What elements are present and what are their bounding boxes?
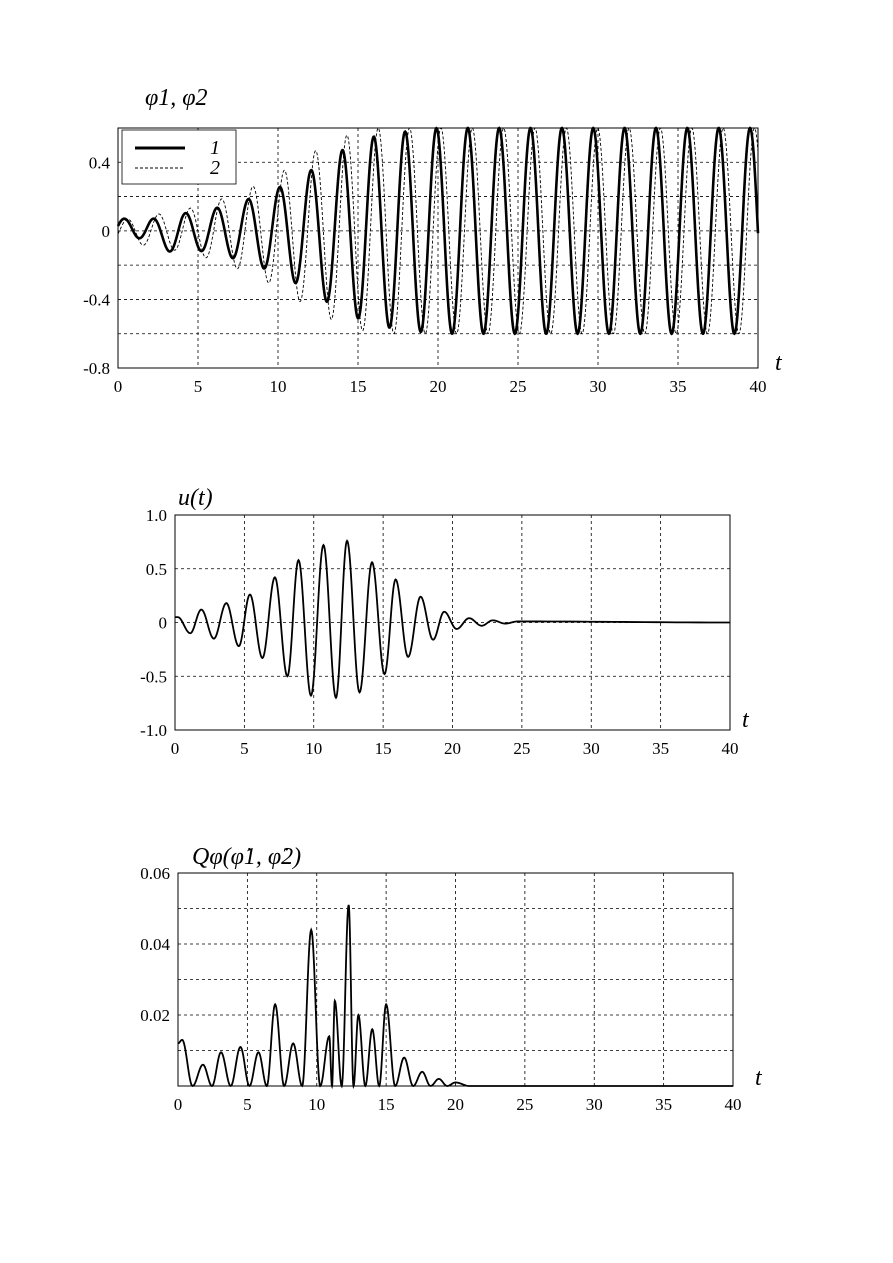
u-chart-x-tick-label: 30 bbox=[582, 739, 600, 758]
phi-chart-x-tick-label: 35 bbox=[669, 377, 687, 396]
u-chart-x-tick-label: 35 bbox=[652, 739, 670, 758]
phi-chart-y-tick-label: -0.4 bbox=[83, 290, 110, 310]
u-chart-y-label: u(t) bbox=[178, 485, 213, 511]
q-chart-x-tick-label: 0 bbox=[173, 1095, 183, 1114]
phi-chart-x-tick-label: 40 bbox=[749, 377, 767, 396]
q-chart-y-tick-label: 0.06 bbox=[140, 864, 170, 883]
u-chart-x-tick-label: 0 bbox=[170, 739, 180, 758]
phi-chart-x-tick-label: 5 bbox=[193, 377, 203, 396]
phi-chart-x-tick-label: 20 bbox=[429, 377, 447, 396]
u-chart-x-tick-label: 25 bbox=[513, 739, 531, 758]
u-chart-x-ticks bbox=[171, 739, 739, 758]
phi-chart-y-tick-label: 0.4 bbox=[88, 153, 110, 173]
q-chart-y-tick-label: 0.02 bbox=[140, 1006, 170, 1025]
u-chart-y-tick-label: -1.0 bbox=[140, 721, 167, 740]
q-chart-x-tick-label: 15 bbox=[377, 1095, 395, 1114]
u-chart bbox=[140, 485, 750, 758]
phi-chart bbox=[83, 85, 783, 396]
phi-chart-legend bbox=[122, 130, 236, 184]
q-chart-x-tick-label: 35 bbox=[655, 1095, 673, 1114]
u-chart-x-tick-label: 5 bbox=[240, 739, 249, 758]
q-chart-x-tick-label: 10 bbox=[308, 1095, 326, 1114]
q-chart-x-tick-label: 20 bbox=[447, 1095, 464, 1114]
phi-chart-y-ticks bbox=[83, 153, 110, 378]
phi-chart-x-tick-label: 10 bbox=[269, 377, 287, 396]
u-chart-x-tick-label: 15 bbox=[374, 739, 392, 758]
q-chart-grid bbox=[178, 873, 733, 1086]
q-chart bbox=[140, 844, 763, 1114]
u-chart-y-tick-label: 0.5 bbox=[145, 559, 167, 579]
q-chart-x-tick-label: 40 bbox=[724, 1095, 742, 1114]
u-chart-y-tick-label: 0 bbox=[158, 613, 167, 633]
legend-label-2: 2 bbox=[210, 157, 220, 179]
q-chart-x-label: t bbox=[755, 1065, 762, 1091]
u-chart-x-tick-label: 10 bbox=[305, 739, 323, 758]
legend-label-1: 1 bbox=[210, 137, 220, 159]
u-chart-y-ticks bbox=[140, 506, 167, 740]
q-chart-x-tick-label: 25 bbox=[516, 1095, 534, 1114]
u-chart-y-tick-label: 1.0 bbox=[145, 506, 167, 525]
phi-chart-x-tick-label: 15 bbox=[349, 377, 367, 396]
u-chart-y-tick-label: -0.5 bbox=[140, 667, 167, 687]
phi-chart-x-ticks bbox=[114, 377, 767, 396]
phi-chart-y-label: φ1, φ2 bbox=[145, 85, 208, 111]
q-chart-x-tick-label: 30 bbox=[585, 1095, 603, 1114]
u-chart-x-tick-label: 40 bbox=[721, 739, 739, 758]
q-chart-y-label: Qφ(φ̇1, φ̇2) bbox=[192, 844, 302, 870]
q-chart-y-ticks bbox=[140, 864, 170, 1025]
phi-chart-x-label: t bbox=[775, 350, 782, 376]
phi-chart-x-tick-label: 0 bbox=[113, 377, 123, 396]
u-chart-x-tick-label: 20 bbox=[444, 739, 461, 758]
phi-chart-y-tick-label: -0.8 bbox=[83, 359, 110, 378]
phi-chart-x-tick-label: 30 bbox=[589, 377, 607, 396]
phi-chart-x-tick-label: 25 bbox=[509, 377, 527, 396]
phi-chart-y-tick-label: 0 bbox=[101, 221, 110, 241]
u-chart-x-label: t bbox=[742, 707, 749, 733]
q-chart-y-tick-label: 0.04 bbox=[140, 935, 170, 954]
q-chart-x-ticks bbox=[174, 1095, 742, 1114]
q-chart-x-tick-label: 5 bbox=[243, 1095, 252, 1114]
